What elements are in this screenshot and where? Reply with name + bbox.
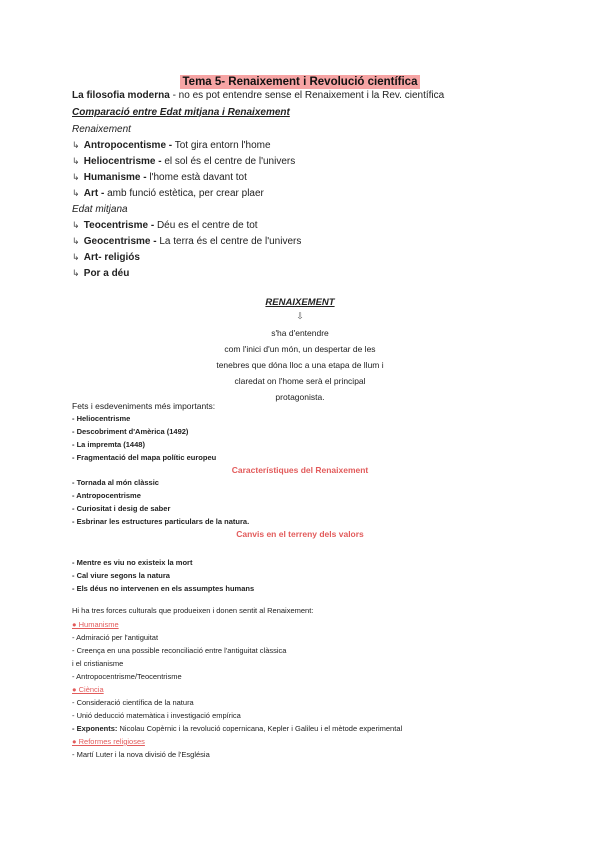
- page-title: Tema 5- Renaixement i Revolució científica: [180, 75, 421, 89]
- list-item: - Unió deducció matemàtica i investigació empírica: [72, 711, 241, 720]
- item-text: La terra és el centre de l'univers: [156, 236, 302, 247]
- definition-line: com l'inici d'un món, un despertar de les: [224, 344, 376, 354]
- item-text: Tot gira entorn l'home: [172, 140, 271, 151]
- intro-bold: La filosofia moderna: [72, 90, 170, 101]
- renaixement-item: [72, 156, 295, 167]
- arrow-icon: ↳: [72, 236, 80, 246]
- edat-item: [72, 252, 140, 263]
- arrow-icon: ↳: [72, 188, 80, 198]
- comparison-heading: Comparació entre Edat mitjana i Renaixement: [72, 107, 290, 118]
- list-item: - Esbrinar les estructures particulars de la natura.: [72, 517, 250, 526]
- item-bold: Humanisme -: [83, 172, 147, 183]
- item-text: el sol és el centre de l'univers: [161, 156, 296, 167]
- arrow-icon: ↳: [72, 156, 80, 166]
- list-item: - Antropocentrisme/Teocentrisme: [72, 672, 182, 681]
- definition-line: s'ha d'entendre: [271, 328, 329, 338]
- arrow-icon: ↳: [72, 140, 80, 150]
- edat-item: [72, 236, 301, 247]
- exponents-bold: - Exponents:: [72, 724, 118, 733]
- item-bold: Heliocentrisme -: [83, 156, 162, 167]
- list-item: - Descobriment d'Amèrica (1492): [72, 427, 189, 436]
- list-item: - Cal viure segons la natura: [72, 571, 170, 580]
- arrow-icon: ↳: [72, 172, 80, 182]
- definition-line: claredat on l'home serà el principal: [234, 376, 366, 386]
- item-text: amb funció estètica, per crear plaer: [104, 188, 264, 199]
- list-item: - Mentre es viu no existeix la mort: [72, 558, 193, 567]
- definition-line: tenebres que dóna lloc a una etapa de llum i: [216, 360, 384, 370]
- list-item: - Consideració científica de la natura: [72, 698, 194, 707]
- item-bold: Art -: [83, 188, 105, 199]
- intro-text: - no es pot entendre sense el Renaixement i la Rev. científica: [169, 90, 445, 101]
- list-item: - Tornada al món clàssic: [72, 478, 159, 487]
- list-item: - Antropocentrisme: [72, 491, 141, 500]
- down-arrow-icon: ⇩: [296, 311, 304, 321]
- list-item: - La impremta (1448): [72, 440, 145, 449]
- item-bold: Teocentrisme -: [83, 220, 155, 231]
- renaixement-label: Renaixement: [72, 124, 131, 135]
- list-item: i el cristianisme: [72, 659, 124, 668]
- list-item: - Martí Luter i la nova divisió de l'Església: [72, 750, 210, 759]
- humanisme-link[interactable]: ● Humanisme: [72, 620, 119, 629]
- list-item: - Creença en una possible reconciliació entre l'antiguitat clàssica: [72, 646, 287, 655]
- renaixement-item: [72, 172, 247, 183]
- title-wrap: [0, 72, 600, 90]
- caracteristiques-heading: Característiques del Renaixement: [231, 465, 369, 475]
- edat-label: Edat mitjana: [72, 204, 128, 215]
- list-item: - Els déus no intervenen en els assumptes humans: [72, 584, 255, 593]
- renaixement-item: [72, 188, 264, 199]
- edat-item: [72, 268, 129, 279]
- exponents-line: [72, 724, 402, 733]
- forces-heading: Hi ha tres forces culturals que produeixen i donen sentit al Renaixement:: [72, 606, 314, 615]
- exponents-text: Nicolau Copèrnic i la revolució copernicana, Kepler i Galileu i el mètode experimental: [117, 724, 403, 733]
- item-text: Déu es el centre de tot: [154, 220, 258, 231]
- arrow-icon: ↳: [72, 252, 80, 262]
- item-bold: Geocentrisme -: [83, 236, 157, 247]
- list-item: - Admiració per l'antiguitat: [72, 633, 159, 642]
- intro-line: [72, 90, 444, 101]
- arrow-icon: ↳: [72, 220, 80, 230]
- item-bold: Por a déu: [83, 268, 130, 279]
- canvis-heading: Canvis en el terreny dels valors: [236, 529, 364, 539]
- renaixement-item: [72, 140, 271, 151]
- reformes-link[interactable]: ● Reformes religioses: [72, 737, 145, 746]
- item-text: l'home està davant tot: [146, 172, 247, 183]
- edat-item: [72, 220, 258, 231]
- renaixement-heading: RENAIXEMENT: [265, 297, 335, 308]
- item-bold: Antropocentisme -: [83, 140, 173, 151]
- list-item: - Fragmentació del mapa polític europeu: [72, 453, 217, 462]
- arrow-icon: ↳: [72, 268, 80, 278]
- list-item: - Heliocentrisme: [72, 414, 131, 423]
- ciencia-link[interactable]: ● Ciència: [72, 685, 104, 694]
- fets-heading: Fets i esdeveniments més importants:: [72, 401, 216, 411]
- definition-line: protagonista.: [275, 392, 325, 402]
- list-item: - Curiositat i desig de saber: [72, 504, 171, 513]
- item-bold: Art- religiós: [83, 252, 140, 263]
